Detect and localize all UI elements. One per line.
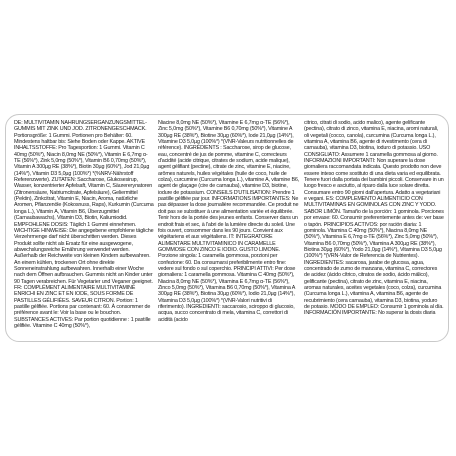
- label-text-column-3: [304, 120, 444, 336]
- label-text-column-2: [158, 120, 300, 336]
- label-text-de-fr: DE: MULTIVITAMIN NAHRUNGSERGÄNZUNGSMITTEL-GUMMIS MIT ZINK UND JOD. ZITRONENGESCHMACK. Portionsgröße: 1 Gummi. Portionen pro Behälter: 60. Mindestens haltbar bis: Siehe Boden oder Kappe. AKTIVE INHALTSSTOFFE: Pro Tagesportion: 1 Gummi. Vitamin C 40mg (50%*), Niacin 8,0mg NE (50%*), Vitamin E 6,7mg α-TE (56%*), Zink 5,0mg (50%*), Vitamin B6 0,70mg (50%*), Vitamin A 300µg RE (38%*), Biotin 30µg (60%*), Jod 21,0µg (14%*), Vitamin D3 5,0µg (100%*) *(%NRV-Nährstoff Referenzwerte). ZUTATEN: Saccharose, Glukosesirup, Wasser, konzentrierter Apfelsaft, Vitamin C, Säurerегулatoren (Zitronensäure, Natriumcitrate, Apfelsäure), Geliermittel (Pektin), Zinkcitrat, Vitamin E, Niacin, Aroma, natürliche Aromen, Pflanzenöle (Kokosnuss, Raps), Kurkumin (Curcuma longa L.), Vitamin A, Vitamin B6, Überzugmittel (Carnaubawachs), Vitamin D3, Biotin, Kaliumiodid. EMPFOHLENE DOSIS: Täglich 1 Gummi einnehmen. WICHTIGE HINWEISE: Die angegebene empfohlene tägliche Verzehrmenge darf nicht überschritten werden. Dieses Produkt sollte nicht als Ersatz für eine ausgewogene, abwechslungsreiche Ernährung verwendet werden. Außerhalb der Reichweite von kleinen Kindern aufbewahren. An einem kühlen, trockenen Ort ohne direkte Sonneneinstrahlung aufbewahren. Innerhalb einer Woche nach dem Öffnen aufbrauchen. Gummis nicht an Kinder unter 90 Tagen verabreichen. Für Vegetarier und Veganer geeignet. FR: COMPLÉMENT ALIMENTAIRE MULTIVITAMINÉ ENRICHI EN ZINC ET EN IODE, SOUS FORME DE PASTILLES GÉLIFIÉES. SAVEUR CITRON. Portion: 1 pastille gélifiée. Portions par contenant: 60. À consommer de préférence avant le: Voir la base ou le bouchon. SUBSTANCES ACTIVES: Par portion quotidienne : 1 pastille gélifiée. Vitamine C 40mg (50%*),: [14, 120, 154, 329]
- label-text-it-es: citrico, citrati di sodio, acido malico), agente gelificante (pectina), citrato di zinco, vitamina E, niacina, aromi naturali, oli vegetali (cocco, canola), curcumina (Curcuma longa L.), vitamina A, vitamina B6, agente di rivestimento (cera di carnauba), vitamina D3, biotina, ioduro di potassio. USO CONSIGLIATO: Assumere 1 caramella gommosa al giorno. INFORMAZIONI IMPORTANTI: Non superare la dose giornaliera raccomandata indicata. Questo prodotto non deve essere inteso come sostituto di una dieta varia ed equilibrata. Tenere fuori dalla portata dei bambini piccoli. Conservare in un luogo fresco e asciutto, al riparo dalla luce solare diretta. Consumare entro 90 giorni dall'apertura. Adatto a vegetariani e vegani. ES: COMPLEMENTO ALIMENTICIO CON MULTIVITAMINAS EN GOMINOLAS CON ZINC Y YODO. SABOR LIMÓN. Tamaño de la porción: 1 gominola. Porciones por envase: 60. Consumir preferentemente antes de: ver base o tapón. PRINCIPIOS ACTIVOS: por ración diaria: 1 gominola. Vitamina C 40mg (50%*), Niacina 8,0mg NE (50%*), Vitamina E 6,7mg α-TE (56%*), Zinc 5,0mg (50%*), Vitamina B6 0,70mg (50%*), Vitamina A 300µg RE (38%*), Biotina 30µg (60%*), Yodo 21,0µg (14%*), Vitamina D3 5,0µg (100%*) *(VRN-Valor de Referencia de Nutrientes). INGREDIENTES: sacarosa, jarabe de glucosa, agua, concentrado de zumo de manzana, vitamina C, correctores de acidez (ácido cítrico, citratos de sodio, ácido málico), gelificante (pectina), citrato de zinc, vitamina E, niacina, aromas naturales, aceites vegetales (coco, colza), curcumina (Curcuma longa L.), vitamina A, vitamina B6, agente de recubrimiento (cera carnauba), vitamina D3, biotina, yoduro de potasio. MODO DE EMPLEO: Consumir 1 gominola al día. INFORMACIÓN IMPORTANTE: No superar la dosis diaria: [304, 120, 444, 317]
- supplement-label-panel: [5, 114, 449, 342]
- label-text-column-1: [14, 120, 154, 336]
- label-text-fr-it: Niacine 8,0mg NE (50%*), Vitamine E 6,7mg α-TE (56%*), Zinc 5,0mg (50%*), Vitamine B6 0,70mg (50%*), Vitamine A 300µg RE (38%*), Biotine 30µg (60%*), Iode 21,0µg (14%*), Vitamine D3 5,0µg (100%*) *(VNR-Valeurs nutritionnelles de référence). INGRÉDIENTS : Saccharose, sirop de glucose, eau, concentré de jus de pomme, vitamine C, correcteurs d'acidité (acide citrique, citrates de sodium, acide malique), agent gélifiant (pectine), citrate de zinc, vitamine E, niacine, arômes naturels, huiles végétales (huile de coco, huile de colza), curcumine (Curcuma longa L.), vitamine A, vitamine B6, agent de glaçage (cire de carnauba), vitamine D3, biotine, iodure de potassium. CONSEILS D'UTILISATION: Prendre 1 pastille gélifiée par jour. INFORMATIONS IMPORTANTES: Ne pas dépasser la dose journalière recommandée. Ce produit ne doit pas se substituer à une alimentation variée et équilibrée. Tenir hors de la portée des jeunes enfants. Conserver dans un endroit frais et sec, à l'abri de la lumière directe du soleil. Une fois ouvert, consommer dans les 90 jours. Convient aux végétariens et aux végétaliens. IT: INTEGRATORE ALIMENTARE MULTIVITAMINICO IN CARAMELLE GOMMOSE CON ZINCO E IODIO. GUSTO LIMONE. Porzione singola: 1 caramella gommosa, porzioni per confezione: 60. Da consumarsi preferibilmente entro fine: vedere sul fondo o sul coperchio. PRINCIPI ATTIVI: Per dose giornaliera: 1 caramella gommosa. Vitamina C 40mg (50%*), Niacina 8,0mg NE (50%*), Vitamina E 6,7mg α-TE (56%*), Zinco 5,0mg (50%*), Vitamina B6 0,70mg (50%*), Vitamina A 300µg RE (38%*), Biotina 30µg (60%*), Iodio 21,0µg (14%*), Vitamina D3 5,0µg (100%*) *(VNR-Valori nutritivi di riferimento). INGREDIENTI: saccarosio, sciroppo di glucosio, acqua, succo concentrato di mela, vitamina C, correttori di acidità (acido: [158, 120, 300, 323]
